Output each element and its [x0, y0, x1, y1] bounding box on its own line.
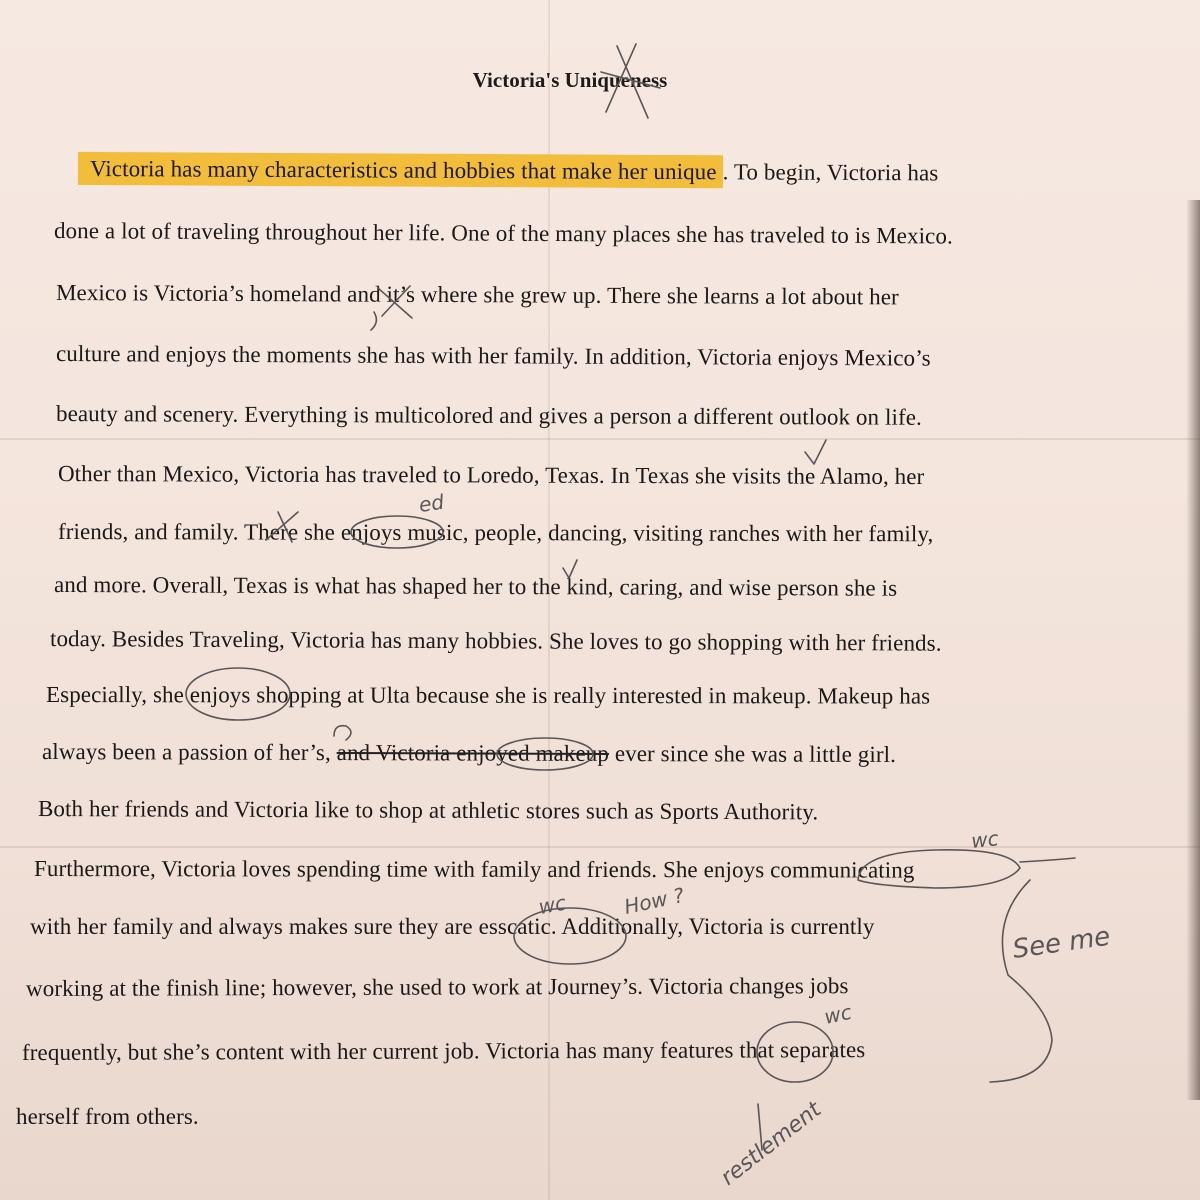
essay-line-6: Other than Mexico, Victoria has traveled to Loredo, Texas. In Texas she visits the Alamo, her	[57, 461, 925, 490]
paper-fold-line	[0, 438, 1200, 440]
essay-line-12: Both her friends and Victoria like to shop at athletic stores such as Sports Authority.	[37, 796, 819, 825]
note-wc-esscatic: wc	[536, 890, 568, 919]
essay-line-15: working at the finish line; however, she used to work at Journey’s. Victoria changes jobs	[25, 973, 849, 1001]
struck-out-text: and Victoria enjoyed makeup	[336, 740, 610, 766]
note-how: How ?	[622, 882, 687, 919]
essay-line-13: Furthermore, Victoria loves spending time with family and friends. She enjoys communicating	[33, 856, 915, 883]
essay-line-5: beauty and scenery. Everything is multicolored and gives a person a different outlook on life.	[55, 401, 922, 430]
essay-line-17: herself from others.	[16, 1104, 199, 1129]
line-text: always been a passion of her’s,	[41, 739, 337, 766]
essay-line-16: frequently, but she’s content with her current job. Victoria has many features that separates	[21, 1037, 866, 1065]
essay-line-8: and more. Overall, Texas is what has shaped her to the kind, caring, and wise person she is	[53, 572, 898, 601]
bracket-mark	[990, 880, 1052, 1082]
note-wc-communicating: wc	[970, 826, 1000, 853]
essay-line-3: Mexico is Victoria’s homeland and it’s where she grew up. There she learns a lot about her	[55, 280, 899, 310]
note-see-me: See me	[1010, 921, 1113, 965]
note-restlement: restlement	[716, 1097, 827, 1191]
essay-line-14: with her family and always makes sure they are esscatic. Additionally, Victoria is currently	[30, 914, 875, 939]
arrow-line	[1020, 858, 1075, 862]
paper-edge-shadow	[1186, 200, 1200, 1100]
note-wc-features: wc	[822, 999, 854, 1029]
comma-insert-mark	[371, 312, 376, 330]
essay-title: Victoria's Uniqueness	[472, 68, 668, 92]
question-mark	[334, 726, 351, 740]
essay-line-11	[42, 739, 896, 768]
line-text: . To begin, Victoria has	[722, 159, 939, 186]
essay-line-4: culture and enjoys the moments she has with her family. In addition, Victoria enjoys Mexico’s	[55, 341, 931, 371]
essay-line-10: Especially, she enjoys shopping at Ulta because she is really interested in makeup. Makeup has	[45, 682, 931, 709]
checkmark	[805, 440, 826, 464]
line-text: ever since she was a little girl.	[608, 740, 897, 767]
essay-line-7: friends, and family. There she enjoys music, people, dancing, visiting ranches with her family,	[57, 519, 934, 547]
essay-line-1	[89, 155, 939, 186]
paper-fold-line	[0, 846, 1200, 848]
highlighted-thesis: Victoria has many characteristics and hobbies that make her unique	[78, 152, 723, 188]
pen-stroke	[758, 1104, 762, 1150]
essay-line-9: today. Besides Traveling, Victoria has many hobbies. She loves to go shopping with her friends.	[49, 626, 942, 656]
essay-line-2: done a lot of traveling throughout her life. One of the many places she has traveled to is Mexico.	[53, 218, 953, 249]
note-ed: ed	[417, 489, 446, 517]
